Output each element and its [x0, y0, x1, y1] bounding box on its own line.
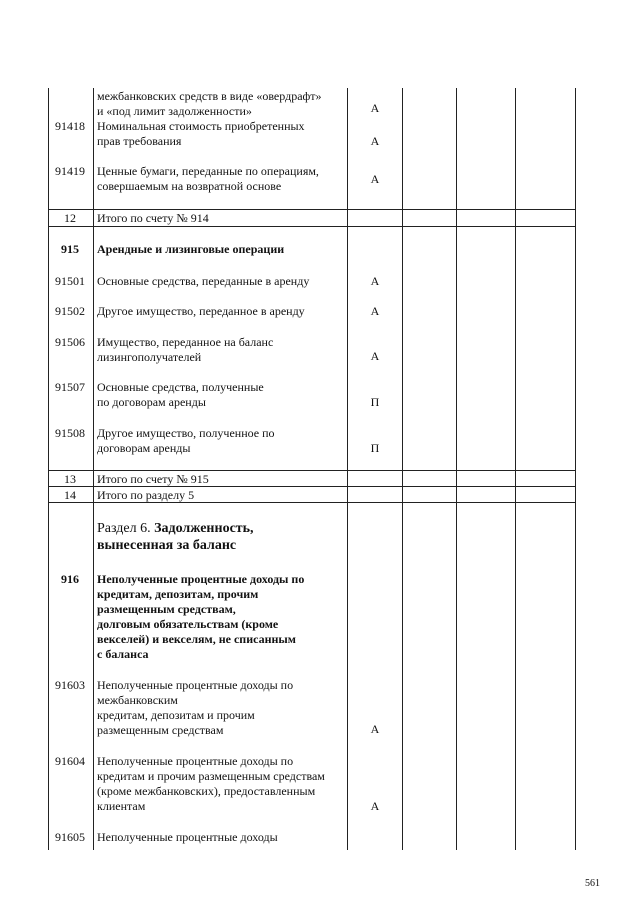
row-type-mark: П [370, 395, 380, 409]
row-type-mark: А [370, 101, 380, 115]
account-group-code: 915 [61, 242, 79, 256]
row-description: Другое имущество, переданное в аренду [97, 304, 305, 318]
table-border-code [93, 88, 94, 850]
row-type-mark: А [370, 349, 380, 363]
row-type-mark: А [370, 172, 380, 186]
row-description: Ценные бумаги, переданные по операциям, совершаемым на возвратной основе [97, 164, 319, 193]
table-border-left [48, 88, 49, 850]
section-heading-title: Задолженность, [154, 521, 254, 536]
table-border-mark [402, 88, 403, 850]
row-description: Основные средства, полученные по договорам аренды [97, 380, 264, 409]
row-description: Другое имущество, полученное по договорам аренды [97, 426, 275, 455]
table-border-col4 [456, 88, 457, 850]
account-code: 91604 [55, 754, 85, 768]
row-divider [48, 470, 575, 471]
account-code: 91418 [55, 119, 85, 133]
total-description: Итого по счету № 914 [97, 211, 209, 225]
row-divider [48, 226, 575, 227]
row-type-mark: П [370, 441, 380, 455]
account-group-code: 916 [61, 572, 79, 586]
section-heading [97, 520, 254, 537]
total-code: 12 [64, 211, 76, 225]
row-type-mark: А [370, 274, 380, 288]
row-description: Номинальная стоимость приобретенных прав требования [97, 119, 305, 148]
table-border-col5 [515, 88, 516, 850]
row-divider [48, 209, 575, 210]
row-description: Основные средства, переданные в аренду [97, 274, 310, 288]
row-type-mark: А [370, 799, 380, 813]
section-heading-title-line2: вынесенная за баланс [97, 538, 237, 553]
table-border-right [575, 88, 576, 850]
account-code: 91508 [55, 426, 85, 440]
row-description: межбанковских средств в виде «овердрафт» и «под лимит задолженности» [97, 89, 322, 118]
account-code: 91507 [55, 380, 85, 394]
row-description: Неполученные процентные доходы по кредитам и прочим размещенным средствам (кроме межбанковских), предоставленным клиентам [97, 754, 325, 813]
row-type-mark: А [370, 304, 380, 318]
account-code: 91506 [55, 335, 85, 349]
total-description: Итого по разделу 5 [97, 488, 195, 502]
total-description: Итого по счету № 915 [97, 472, 209, 486]
row-description: Неполученные процентные доходы по межбанковским кредитам, депозитам и прочим размещенным средствам [97, 678, 294, 737]
account-code: 91502 [55, 304, 85, 318]
account-code: 91605 [55, 830, 85, 844]
account-code: 91603 [55, 678, 85, 692]
row-description: Имущество, переданное на баланс лизингополучателей [97, 335, 274, 364]
row-type-mark: А [370, 722, 380, 736]
section-heading-prefix: Раздел 6. [97, 521, 155, 536]
account-code: 91419 [55, 164, 85, 178]
total-code: 14 [64, 488, 76, 502]
account-code: 91501 [55, 274, 85, 288]
account-group-title: Неполученные процентные доходы по кредитам, депозитам, прочим размещенным средствам, долговым обязательствам (кроме векселей) и векселям, не списанным с баланса [97, 572, 305, 661]
total-code: 13 [64, 472, 76, 486]
page-number: 561 [585, 878, 600, 889]
account-group-title: Арендные и лизинговые операции [97, 242, 285, 256]
row-description: Неполученные процентные доходы [97, 830, 278, 844]
row-type-mark: А [370, 134, 380, 148]
